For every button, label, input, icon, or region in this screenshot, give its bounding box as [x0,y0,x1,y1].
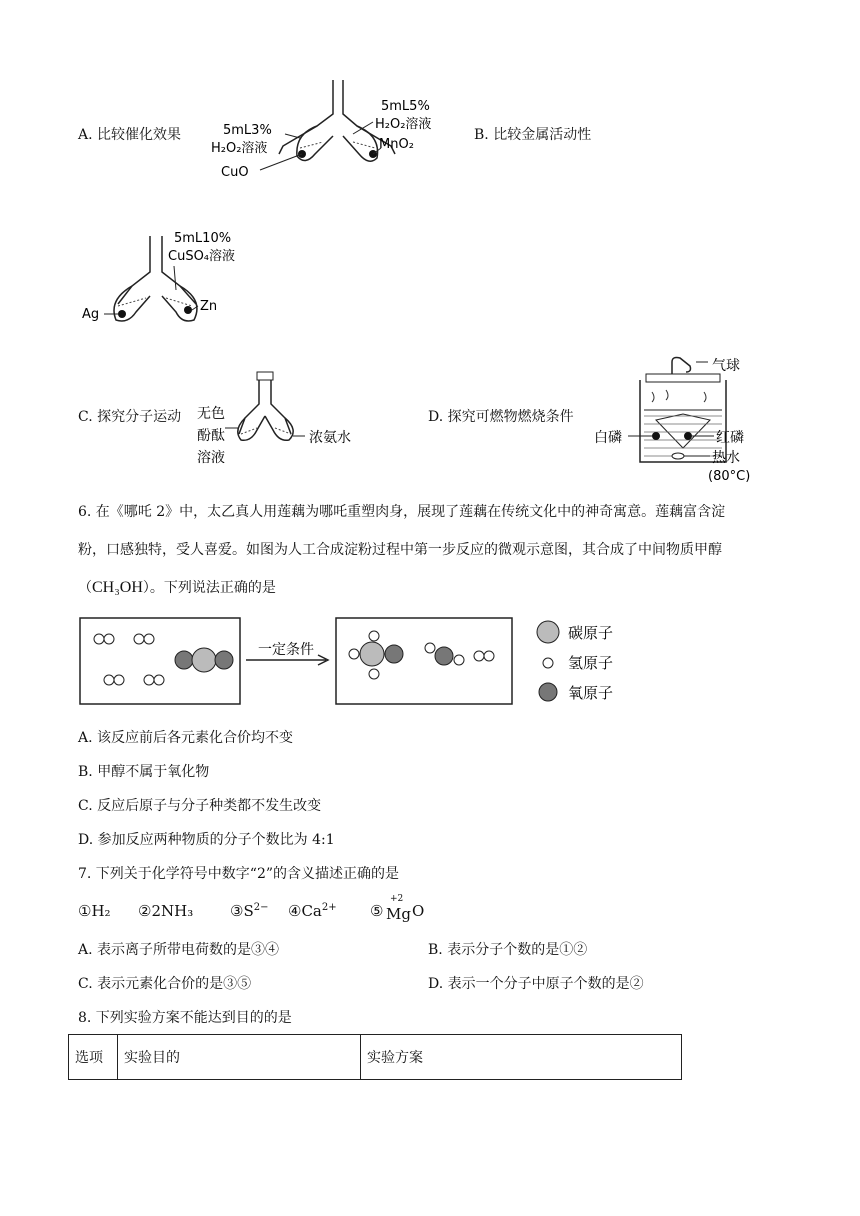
reaction-diagram [78,614,638,710]
symbol-5-valence: +2 [390,894,404,904]
legend-oxygen: 氧原子 [568,684,614,702]
symbol-1: ①H₂ [78,902,111,920]
table-header-row [69,1035,682,1080]
a-right-solution: H₂O₂溶液 [375,117,432,132]
q6-option-b: B. 甲醇不属于氧化物 [78,764,210,780]
q7-option-d: D. 表示一个分子中原子个数的是② [428,976,644,992]
q8-stem: 8. 下列实验方案不能达到目的的是 [78,1010,292,1026]
q6-option-d: D. 参加反应两种物质的分子个数比为 4:1 [78,832,335,848]
methanol-formula: CH₃OH [92,579,143,596]
d-hot-water: 热水 [712,450,740,466]
diagram-d-beaker [592,352,792,484]
a-right-catalyst: MnO₂ [379,137,414,152]
condition-label: 一定条件 [258,642,314,658]
symbol-4: $④Ca^{2+}$ [288,902,337,920]
header-method: 实验方案 [361,1035,682,1080]
d-temp: (80°C) [708,469,751,484]
header-option: 选项 [69,1035,118,1080]
diagram-a-y-tube [205,74,475,184]
option-a-label: A. 比较催化效果 [78,127,182,143]
c-left-l2: 酚酞 [197,428,225,444]
a-right-conc: 5mL5% [381,99,430,114]
b-right-metal: Zn [200,299,218,314]
symbol-5-o: O [412,902,425,920]
c-left-l3: 溶液 [197,450,225,466]
symbol-3: $③S^{2-}$ [230,902,269,920]
q7-option-a: A. 表示离子所带电荷数的是③④ [78,942,280,958]
q6-stem-line1: 6. 在《哪吒 2》中，太乙真人用莲藕为哪吒重塑肉身，展现了莲藕在传统文化中的神奇寓意。莲藕富含淀 [78,504,726,520]
q6-stem-line3: （CH₃OH）。下列说法正确的是 [78,579,276,596]
a-left-catalyst: CuO [221,165,249,180]
q6-option-c: C. 反应后原子与分子种类都不发生改变 [78,798,322,814]
option-d-label: D. 探究可燃物燃烧条件 [428,409,574,425]
d-red-p: 红磷 [716,430,744,446]
q7-symbols [78,896,538,930]
legend-carbon: 碳原子 [568,624,614,642]
diagram-b-y-tube [78,226,258,326]
d-white-p: 白磷 [594,430,622,446]
symbol-5-mg: Mg [386,905,411,923]
q6-option-a: A. 该反应前后各元素化合价均不变 [78,730,294,746]
symbol-2: ②2NH₃ [138,902,194,920]
header-purpose: 实验目的 [118,1035,361,1080]
a-left-solution: H₂O₂溶液 [211,141,268,156]
c-left-l1: 无色 [197,406,225,422]
q6-stem-line2: 粉，口感独特，受人喜爱。如图为人工合成淀粉过程中第一步反应的微观示意图，其合成了中间物质甲醇 [78,542,722,558]
option-b-label: B. 比较金属活动性 [474,127,592,143]
q7-stem: 7. 下列关于化学符号中数字“2”的含义描述正确的是 [78,866,400,882]
b-left-metal: Ag [82,307,100,322]
q7-option-b: B. 表示分子个数的是①② [428,942,588,958]
b-solution: CuSO₄溶液 [168,249,236,264]
option-c-label: C. 探究分子运动 [78,409,182,425]
a-left-conc: 5mL3% [223,123,272,138]
symbol-5: ⑤ [370,902,384,920]
c-right-ammonia: 浓氨水 [309,430,351,446]
legend-hydrogen: 氢原子 [568,654,614,672]
b-conc: 5mL10% [174,231,232,246]
d-balloon: 气球 [712,358,740,374]
diagram-c-y-tube [195,368,375,468]
q7-option-c: C. 表示元素化合价的是③⑤ [78,976,252,992]
q8-table [68,1034,682,1080]
